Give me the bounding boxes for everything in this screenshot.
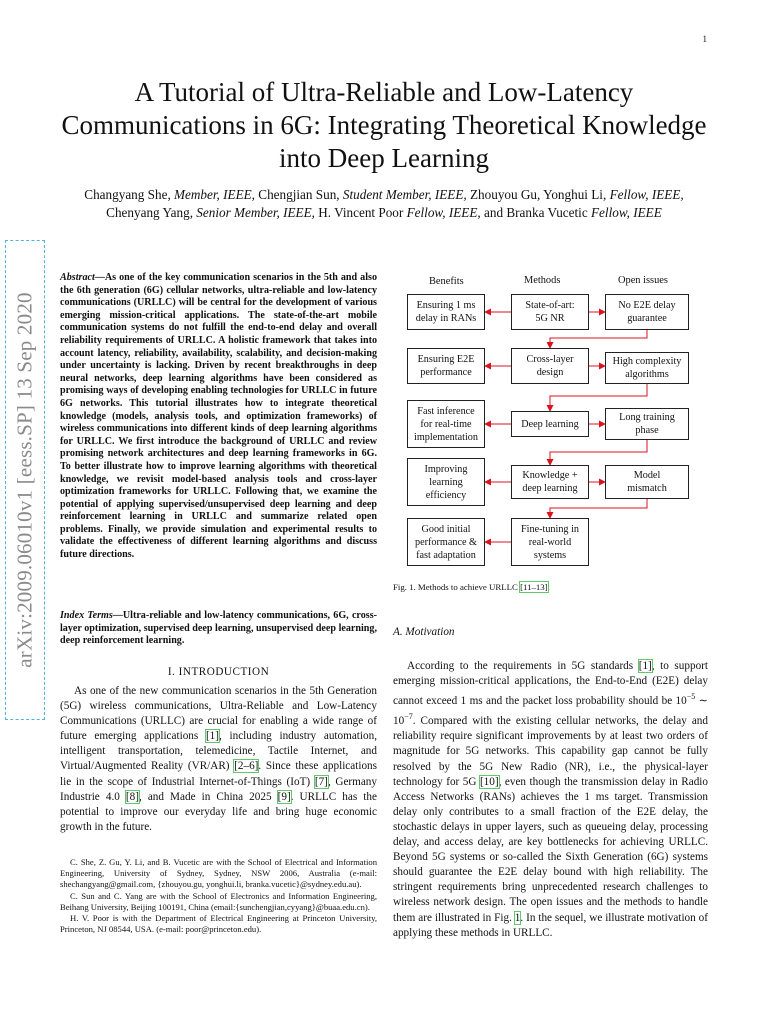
index-terms-text: —Ultra-reliable and low-latency communications, 6G, cross-layer optimization, supervised deep learning, unsupervised deep learning, deep reinforcement learning. (60, 610, 377, 647)
paragraph-text: . In the sequel, we illustrate motivation of applying these methods in URLLC. (393, 911, 708, 939)
footnote: H. V. Poor is with the Department of Electrical Engineering at Princeton University, Princeton, NJ 08544, USA. (e-mail: poor@princeton.edu). (60, 913, 377, 935)
abstract (60, 272, 377, 562)
paragraph-text: As one of the new communication scenarios in the 5th Generation (5G) wireless communications, Ultra-Reliable and Low-Latency Communications (URLLC) are crucial for enabling a wide range of future emerging applications (60, 685, 377, 743)
author-role: Fellow, IEEE, (406, 205, 481, 220)
author-name: H. Vincent Poor (314, 205, 407, 220)
method-node: Deep learning (511, 411, 589, 437)
open-issue-node: Model mismatch (605, 465, 689, 499)
column-header-benefits: Benefits (429, 276, 464, 287)
paragraph-text: . Compared with the existing cellular networks, the delay and reliability require significant improvements by at least two orders of magnitude for 5G networks. This capability gap cannot be fully resolved by the 5G New Radio (NR), i.e., the physical-layer technology for 5G (393, 715, 708, 788)
flow-arrow (550, 440, 647, 465)
subsection-heading-motivation: A. Motivation (393, 626, 455, 638)
citation-link[interactable]: [1] (205, 730, 219, 743)
benefit-node: Fast inference for real-time implementation (407, 400, 485, 448)
author-role: Senior Member, IEEE, (196, 205, 315, 220)
paragraph-text: , including industry automation, intelligent transportation, telemedicine, Tactile Internet, and Virtual/Augmented Reality (VR/AR) (60, 730, 377, 773)
arxiv-identifier-text: arXiv:2009.06010v1 [eess.SP] 13 Sep 2020 (12, 292, 37, 668)
author-name: Chenyang Yang, (106, 205, 197, 220)
open-issue-node: Long training phase (605, 408, 689, 440)
author-role: Fellow, IEEE (591, 205, 662, 220)
open-issue-node: No E2E delay guarantee (605, 294, 689, 330)
author-role: Fellow, IEEE, (609, 187, 684, 202)
citation-link[interactable]: [9] (277, 790, 291, 803)
citation-link[interactable]: [11–13] (520, 582, 548, 592)
author-name: and Branka Vucetic (480, 205, 591, 220)
index-terms (60, 610, 377, 648)
introduction-paragraph (60, 684, 377, 835)
affiliation-footnotes (60, 857, 377, 935)
flow-arrow (550, 384, 647, 411)
figure-caption (393, 582, 550, 592)
figure-reference-link[interactable]: 1 (514, 911, 521, 924)
paragraph-text: . Since these applications lie in the scope of Industrial Internet-of-Things (IoT) (60, 760, 377, 788)
exponent: −5 (686, 692, 696, 702)
flow-arrow (550, 330, 647, 348)
author-role: Member, IEEE, (174, 187, 255, 202)
open-issue-node: High complexity algorithms (605, 352, 689, 384)
citation-link[interactable]: [1] (638, 660, 652, 672)
paragraph-text: , to support emerging mission-critical applications, the End-to-End (E2E) delay cannot exceed 1 ms and the packet loss probability should be 10 (393, 660, 708, 708)
paragraph-text: . URLLC has the potential to improve our everyday life and bring huge economic growth in the future. (60, 790, 377, 833)
figure-urllc-methods (393, 268, 723, 573)
caption-text: Fig. 1. Methods to achieve URLLC (393, 582, 521, 592)
paragraph-text: , and Made in China 2025 (138, 790, 278, 803)
citation-link[interactable]: [10] (479, 775, 499, 788)
caption-text: . (547, 582, 550, 592)
author-name: Chengjian Sun, (254, 187, 343, 202)
method-node: State-of-art: 5G NR (511, 294, 589, 330)
citation-link[interactable]: [8] (125, 790, 139, 803)
benefit-node: Good initial performance & fast adaptation (407, 518, 485, 566)
benefit-node: Improving learning efficiency (407, 458, 485, 506)
method-node: Cross-layer design (511, 348, 589, 384)
citation-link[interactable]: [7] (314, 775, 328, 788)
method-node: Knowledge + deep learning (511, 465, 589, 499)
footnote: C. She, Z. Gu, Y. Li, and B. Vucetic are with the School of Electrical and Information Engineering, University of Sydney, Sydney, NSW 2006, Australia (e-mail: shechangyang@gmail.com, {zhouyou.gu, yonghui.li, branka.vucetic}@sydney.edu.au). (60, 857, 377, 890)
page-number: 1 (702, 34, 707, 44)
paper-title: A Tutorial of Ultra-Reliable and Low-Latency Communications in 6G: Integrating Theoretical Knowledge into Deep Learning (61, 77, 707, 173)
column-header-methods: Methods (524, 275, 561, 286)
section-heading-introduction: I. INTRODUCTION (167, 666, 270, 678)
benefit-node: Ensuring 1 ms delay in RANs (407, 294, 485, 330)
paragraph-text: , even though the transmission delay in Radio Access Networks (RANs) achieves the 1 ms target. Transmission delay only contributes to a small fraction of the E2E delay, the stochastic delays in upper layers, such as queueing delay, processing delay, and access delay, are key bottlenecks for achieving URLLC. Beyond 5G systems or so-called the Sixth Generation (6G) systems should guarantee the E2E delay bound with high reliability. The stringent requirements bring unprecedented research challenges to wireless network design. The open issues and the methods to handle them are illustrated in Fig. (393, 775, 708, 924)
citation-link[interactable]: [2–6] (234, 760, 259, 773)
author-name: Zhouyou Gu, Yonghui Li, (466, 187, 610, 202)
index-terms-label: Index Terms (60, 610, 113, 621)
benefit-node: Ensuring E2E performance (407, 348, 485, 384)
paragraph-text: , Germany Industrie 4.0 (60, 775, 377, 803)
abstract-text: —As one of the key communication scenarios in the 5th and also the 6th generation (6G) cellular networks, ultra-reliable and low-latency communications (URLLC) will be central for the development of various emerging mission-critical applications. The state-of-the-art mobile communication systems do not fulfill the end-to-end delay and overall reliability requirements of URLLC. A holistic framework that takes into account latency, reliability, availability, scalability, and decision-making under uncertainty is lacking. Driven by recent breakthroughs in deep neural networks, deep learning algorithms have been considered as promising ways of developing enabling technologies for URLLC in future 6G networks. This tutorial illustrates how to integrate theoretical knowledge (models, analysis tools, and optimization frameworks) of wireless communications into different kinds of deep learning algorithms for URLLC. We first introduce the background of URLLC and review promising network architectures and deep learning frameworks in 6G. To better illustrate how to improve learning algorithms with theoretical knowledge, we revisit model-based analysis tools and cross-layer optimization frameworks for URLLC. Following that, we examine the potential of applying supervised/unsupervised deep learning and deep reinforcement learning in URLLC and summarize related open problems. Finally, we provide simulation and experimental results to validate the effectiveness of different learning algorithms and discuss future directions. (60, 272, 377, 561)
motivation-paragraph (393, 659, 708, 941)
footnote: C. Sun and C. Yang are with the School of Electronics and Information Engineering, Beihang University, Beijing 100191, China (email:{sunchengjian,cyyang}@buaa.edu.cn). (60, 890, 377, 912)
author-name: Changyang She, (84, 187, 175, 202)
author-role: Student Member, IEEE, (342, 187, 467, 202)
column-header-open-issues: Open issues (618, 275, 668, 286)
method-node: Fine-tuning in real-world systems (511, 518, 589, 566)
paragraph-text: According to the requirements in 5G standards (407, 660, 639, 672)
arxiv-identifier-link[interactable] (5, 240, 45, 720)
flow-arrow (550, 499, 647, 518)
author-list (40, 186, 728, 222)
exponent: −7 (404, 712, 413, 722)
paragraph-text: ∼ 10 (393, 695, 708, 728)
abstract-label: Abstract (60, 272, 95, 283)
